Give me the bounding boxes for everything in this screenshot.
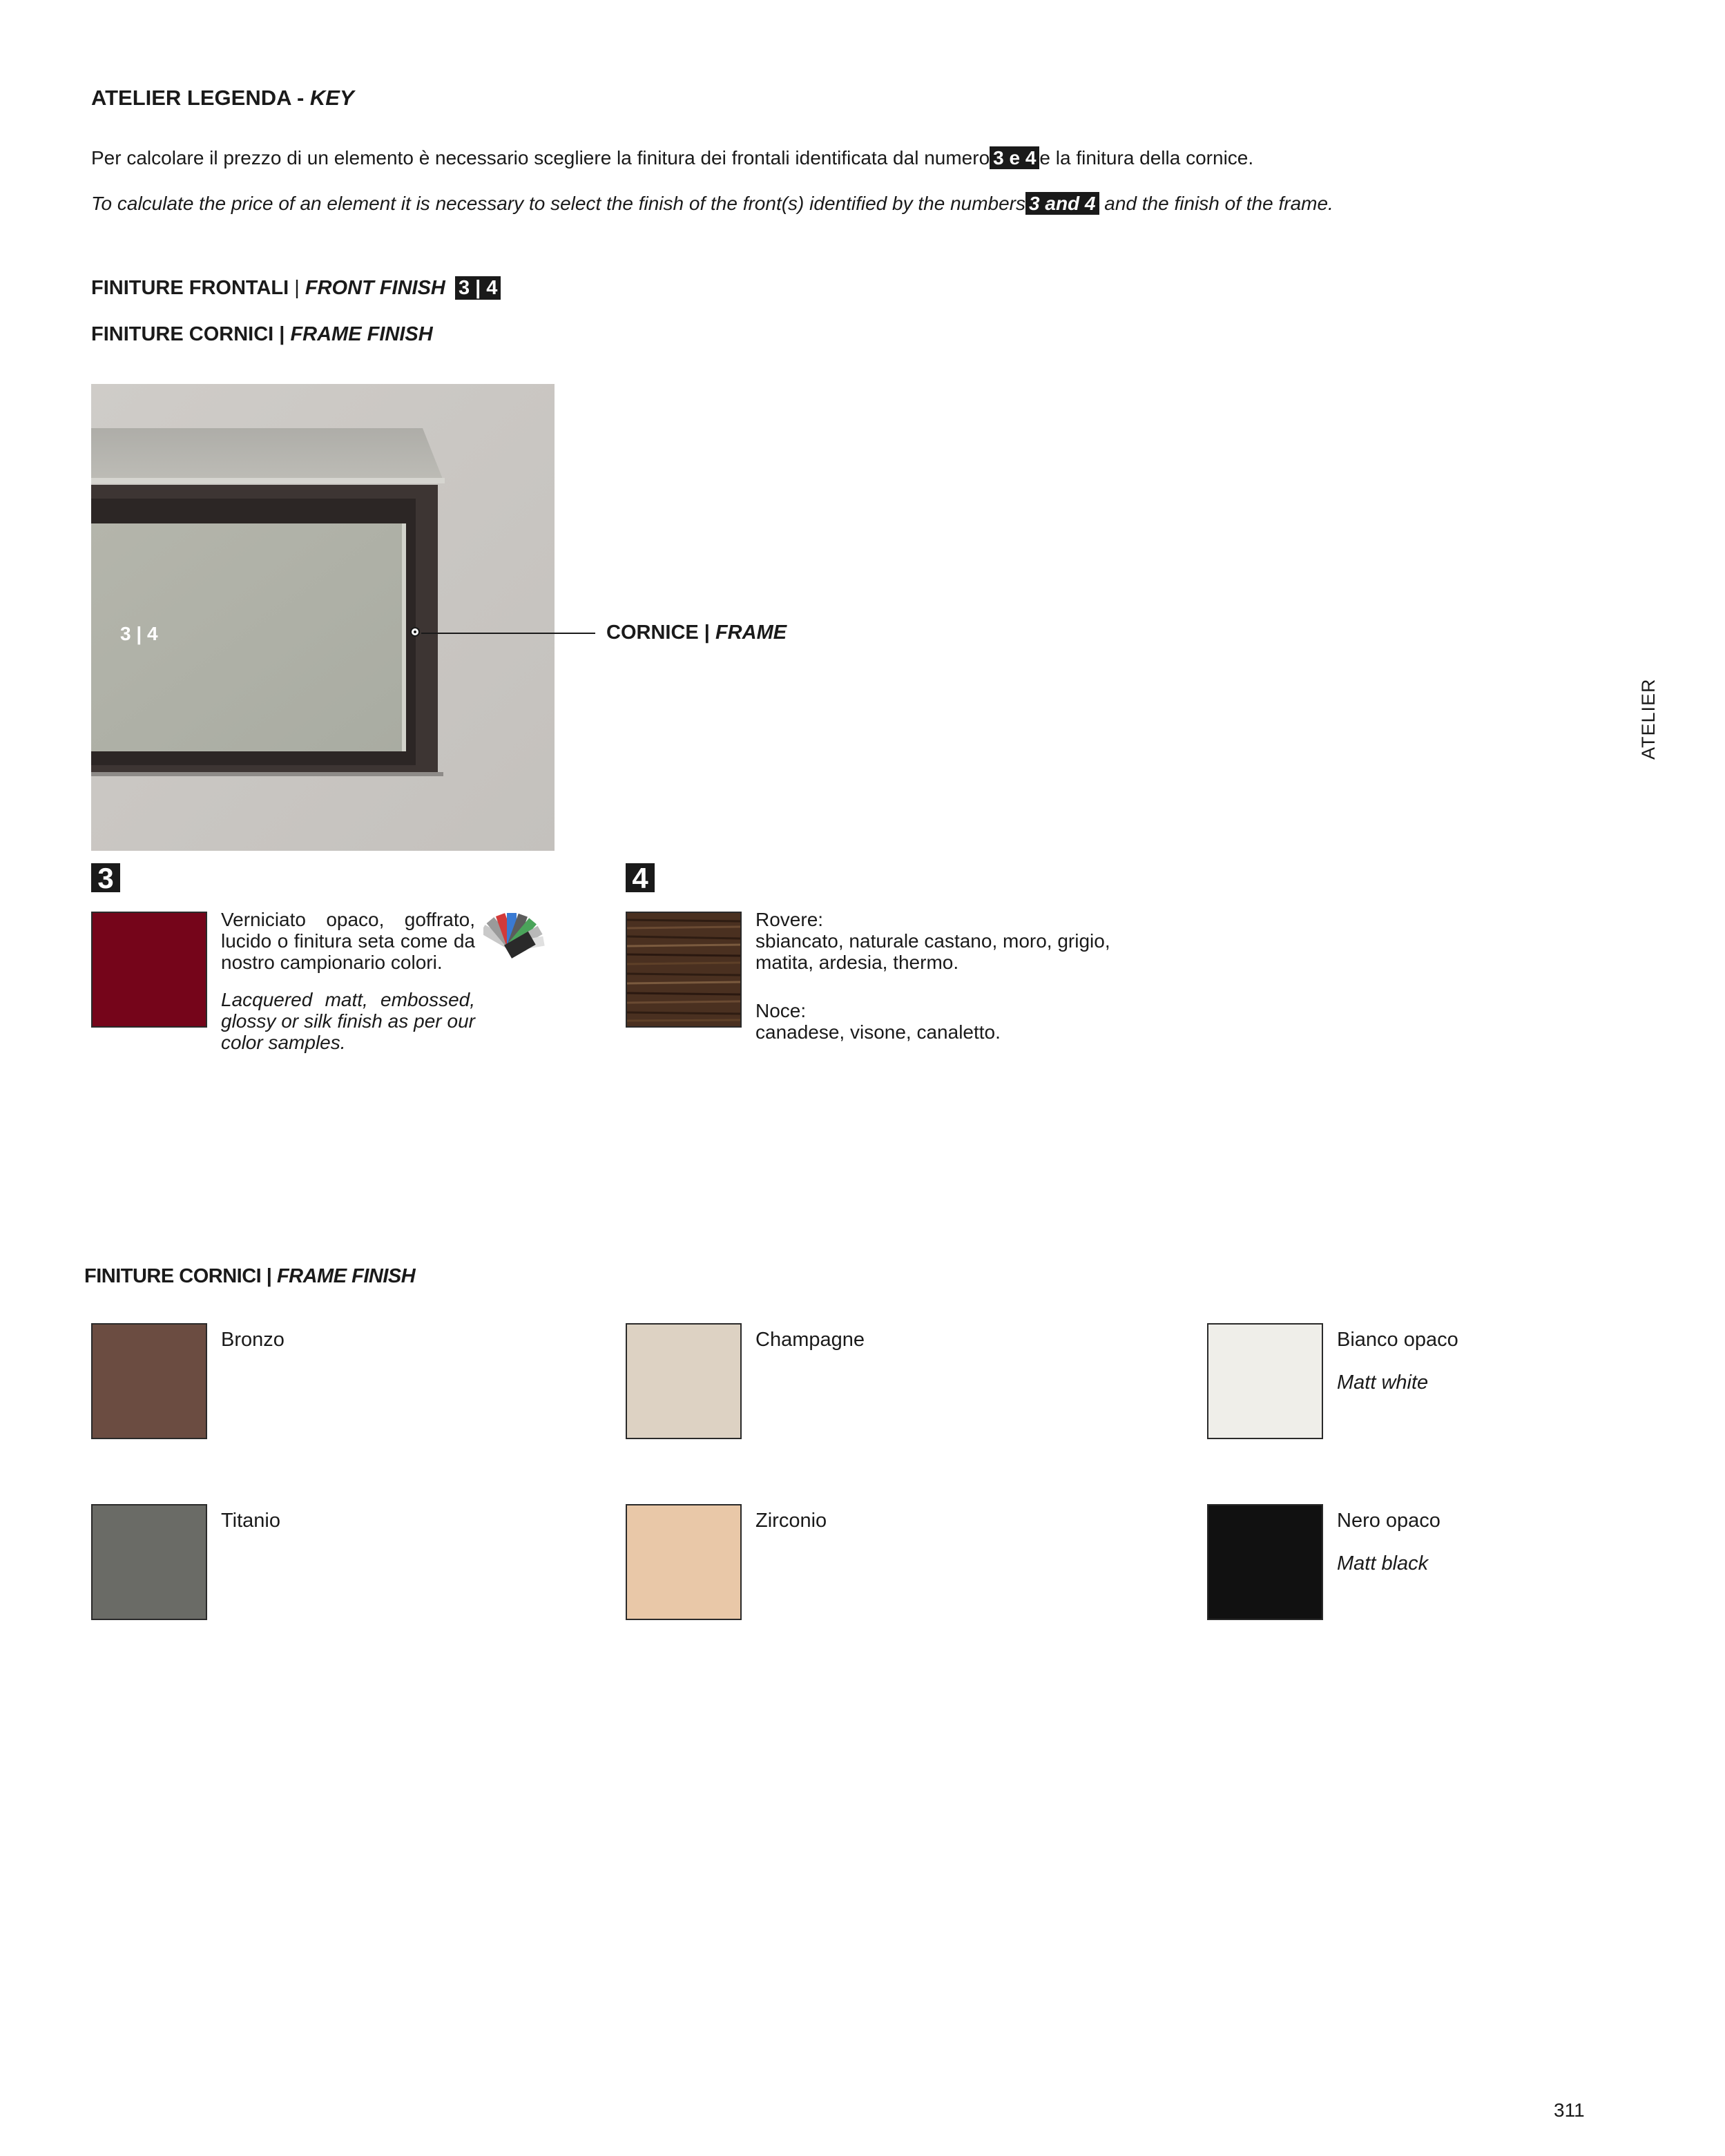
frame-swatch-label: Zirconio (755, 1510, 827, 1532)
frame-callout-sep: | (698, 622, 715, 644)
noce-list: canadese, visone, canaletto. (755, 1021, 1001, 1043)
intro-it-badge: 3 e 4 (990, 146, 1039, 169)
front-finish-it: FINITURE FRONTALI (91, 277, 289, 299)
frame-swatch (91, 1504, 207, 1620)
noce-label: Noce: (755, 1000, 807, 1021)
wood-texture-icon (627, 913, 740, 1026)
intro-en-text: To calculate the price of an element it is necessary to select the finish of the front(s) identified by the numbers (91, 193, 1026, 214)
rovere-label: Rovere: (755, 909, 824, 930)
finish-4-noce (755, 1000, 1115, 1043)
front-finish-sep: | (289, 277, 305, 299)
intro-it-tail: e la finitura della cornice. (1039, 147, 1254, 169)
rovere-list: sbiancato, naturale castano, moro, grigio, matita, ardesia, thermo. (755, 930, 1110, 973)
front-finish-heading (91, 276, 501, 300)
frame-swatch (1207, 1504, 1323, 1620)
intro-en-tail: and the finish of the frame. (1104, 193, 1333, 214)
side-tab: ATELIER (1638, 678, 1659, 760)
callout-marker-dot (414, 631, 416, 633)
front-finish-en: FRONT FINISH (305, 277, 445, 299)
callout-line (421, 633, 595, 634)
page-title-main: ATELIER LEGENDA - (91, 86, 310, 110)
finish-3-desc-it: Verniciato opaco, goffrato, lucido o finitura seta come da nostro campionario colori. (221, 909, 475, 973)
frame-section-en: FRAME FINISH (276, 1265, 416, 1287)
frame-swatch (91, 1323, 207, 1439)
intro-en-badge: 3 and 4 (1025, 192, 1099, 215)
frame-section-it: FINITURE CORNICI (84, 1265, 262, 1287)
frame-callout (606, 622, 787, 644)
finish-4-rovere (755, 909, 1115, 973)
intro-it-text: Per calcolare il prezzo di un elemento è necessario scegliere la finitura dei frontali identificata dal numero (91, 147, 990, 169)
product-photo (91, 384, 555, 851)
frame-swatch (626, 1504, 742, 1620)
frame-swatch-label-en: Matt white (1337, 1371, 1429, 1394)
frame-finish-heading (91, 323, 433, 346)
frame-finish-it: FINITURE CORNICI (91, 323, 274, 345)
frame-swatch-label-en: Matt black (1337, 1552, 1429, 1575)
callout-marker (410, 627, 420, 637)
frame-swatch (1207, 1323, 1323, 1439)
frame-callout-en: FRAME (715, 622, 787, 644)
frame-finish-sep: | (273, 323, 291, 345)
finish-4-badge: 4 (626, 863, 655, 892)
frame-swatch-label: Champagne (755, 1329, 865, 1351)
frame-swatch-label: Nero opaco (1337, 1510, 1440, 1532)
page-number: 311 (1554, 2099, 1585, 2121)
finish-4-swatch (626, 912, 742, 1028)
drawer-illustration (91, 384, 555, 851)
frame-section-sep: | (261, 1265, 277, 1287)
page-title (91, 86, 354, 110)
finish-3-badge: 3 (91, 863, 120, 892)
front-finish-badge: 3 | 4 (455, 276, 501, 300)
finish-3-desc-en: Lacquered matt, embossed, glossy or silk finish as per our color samples. (221, 989, 475, 1053)
frame-finish-en: FRAME FINISH (290, 323, 433, 345)
frame-swatch-label: Titanio (221, 1510, 280, 1532)
frame-swatch (626, 1323, 742, 1439)
intro-it (91, 146, 1253, 169)
finish-3-swatch (91, 912, 207, 1028)
frame-section-heading (84, 1265, 415, 1288)
frame-callout-it: CORNICE (606, 622, 699, 644)
color-samples-fan-icon (483, 906, 550, 972)
frame-swatch-label: Bronzo (221, 1329, 285, 1351)
frame-swatch-label: Bianco opaco (1337, 1329, 1458, 1351)
front-label: 3 | 4 (120, 623, 158, 644)
intro-en (91, 192, 1333, 215)
page-title-en: KEY (309, 86, 354, 110)
